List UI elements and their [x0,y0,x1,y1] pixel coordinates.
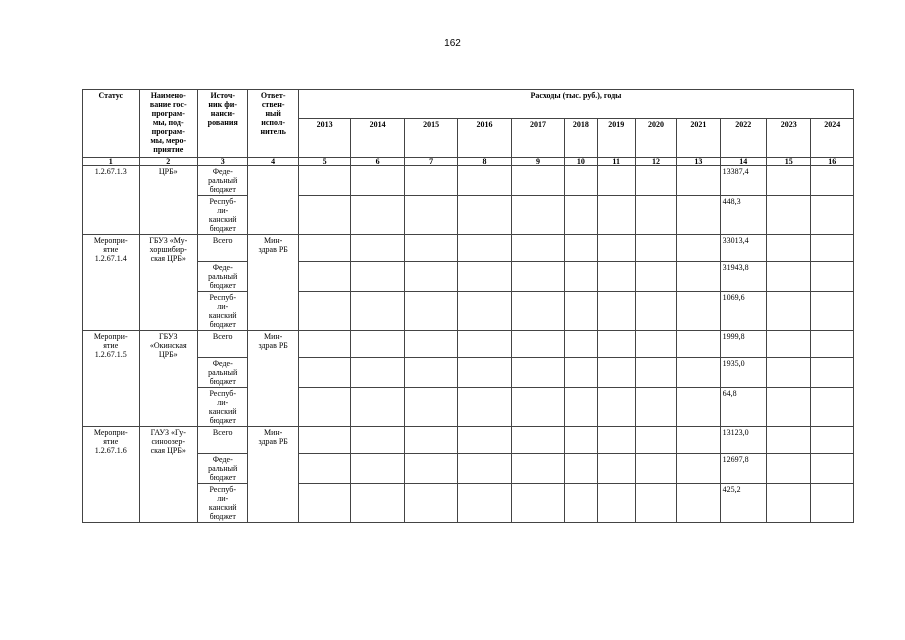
value-cell-2015 [404,235,457,262]
column-number: 11 [597,158,635,166]
table-row [83,358,854,388]
value-cell-2023 [767,484,811,523]
value-cell-2023 [767,358,811,388]
column-number: 8 [458,158,511,166]
executor-cell: Мин- здрав РБ [248,235,298,331]
source-cell: Феде- ральный бюджет [198,358,248,388]
value-cell-2019 [597,358,635,388]
value-cell-2022: 1069,6 [720,292,766,331]
value-cell-2016 [458,331,511,358]
year-header: 2023 [767,119,811,158]
column-number: 2 [139,158,198,166]
value-cell-2021 [677,454,720,484]
value-cell-2018 [565,454,597,484]
name-cell: ЦРБ» [139,166,198,235]
value-cell-2023 [767,292,811,331]
value-cell-2017 [511,292,564,331]
name-cell: ГБУЗ «Му- хоршибир- ская ЦРБ» [139,235,198,331]
table-body [83,166,854,523]
table-row [83,235,854,262]
table-row [83,196,854,235]
value-cell-2022: 425,2 [720,484,766,523]
value-cell-2024 [811,484,854,523]
value-cell-2015 [404,292,457,331]
value-cell-2022: 12697,8 [720,454,766,484]
value-cell-2017 [511,331,564,358]
table-row [83,166,854,196]
value-cell-2014 [351,235,404,262]
source-cell: Всего [198,427,248,454]
executor-cell: Мин- здрав РБ [248,427,298,523]
value-cell-2022: 13387,4 [720,166,766,196]
value-cell-2017 [511,427,564,454]
year-header: 2013 [298,119,350,158]
value-cell-2019 [597,235,635,262]
value-cell-2020 [635,292,676,331]
source-cell: Феде- ральный бюджет [198,166,248,196]
value-cell-2019 [597,484,635,523]
value-cell-2019 [597,166,635,196]
column-number: 5 [298,158,350,166]
value-cell-2021 [677,166,720,196]
value-cell-2019 [597,196,635,235]
column-number: 13 [677,158,720,166]
value-cell-2024 [811,292,854,331]
year-header: 2024 [811,119,854,158]
value-cell-2015 [404,427,457,454]
value-cell-2023 [767,196,811,235]
table-header [83,90,854,166]
year-header: 2022 [720,119,766,158]
header-executor: Ответ- ствен- ный испол- нитель [248,90,298,158]
value-cell-2024 [811,358,854,388]
value-cell-2021 [677,484,720,523]
value-cell-2021 [677,235,720,262]
page-number: 162 [444,38,461,49]
value-cell-2020 [635,388,676,427]
header-source: Источ- ник фи- нанси- рования [198,90,248,158]
year-header: 2014 [351,119,404,158]
value-cell-2020 [635,358,676,388]
value-cell-2023 [767,262,811,292]
value-cell-2013 [298,292,350,331]
value-cell-2023 [767,454,811,484]
value-cell-2013 [298,358,350,388]
value-cell-2018 [565,484,597,523]
table-row [83,262,854,292]
value-cell-2024 [811,331,854,358]
value-cell-2018 [565,292,597,331]
value-cell-2023 [767,331,811,358]
table-row [83,427,854,454]
value-cell-2016 [458,262,511,292]
value-cell-2018 [565,388,597,427]
value-cell-2021 [677,331,720,358]
year-header: 2016 [458,119,511,158]
value-cell-2021 [677,262,720,292]
value-cell-2024 [811,454,854,484]
value-cell-2015 [404,196,457,235]
column-numbers-row [83,158,854,166]
table-row [83,331,854,358]
status-cell: Меропри- ятие 1.2.67.1.6 [83,427,140,523]
value-cell-2016 [458,454,511,484]
value-cell-2015 [404,388,457,427]
source-cell: Феде- ральный бюджет [198,262,248,292]
value-cell-2023 [767,427,811,454]
value-cell-2013 [298,166,350,196]
value-cell-2021 [677,292,720,331]
value-cell-2021 [677,388,720,427]
value-cell-2020 [635,454,676,484]
value-cell-2022: 64,8 [720,388,766,427]
value-cell-2016 [458,235,511,262]
value-cell-2019 [597,292,635,331]
column-number: 15 [767,158,811,166]
value-cell-2013 [298,454,350,484]
value-cell-2024 [811,427,854,454]
value-cell-2015 [404,262,457,292]
value-cell-2022: 1935,0 [720,358,766,388]
table-row [83,454,854,484]
value-cell-2014 [351,292,404,331]
value-cell-2021 [677,427,720,454]
value-cell-2014 [351,454,404,484]
column-number: 9 [511,158,564,166]
budget-table [82,89,854,523]
value-cell-2023 [767,388,811,427]
executor-cell: Мин- здрав РБ [248,331,298,427]
value-cell-2016 [458,484,511,523]
value-cell-2014 [351,358,404,388]
value-cell-2015 [404,484,457,523]
value-cell-2023 [767,166,811,196]
status-cell: 1.2.67.1.3 [83,166,140,235]
value-cell-2018 [565,196,597,235]
source-cell: Респуб- ли- канский бюджет [198,484,248,523]
value-cell-2018 [565,358,597,388]
value-cell-2024 [811,262,854,292]
value-cell-2024 [811,388,854,427]
source-cell: Респуб- ли- канский бюджет [198,196,248,235]
header-status: Статус [83,90,140,158]
value-cell-2017 [511,196,564,235]
value-cell-2024 [811,196,854,235]
value-cell-2022: 448,3 [720,196,766,235]
value-cell-2015 [404,358,457,388]
year-header: 2018 [565,119,597,158]
value-cell-2013 [298,427,350,454]
value-cell-2013 [298,262,350,292]
value-cell-2015 [404,454,457,484]
value-cell-2024 [811,166,854,196]
value-cell-2015 [404,331,457,358]
column-number: 7 [404,158,457,166]
column-number: 10 [565,158,597,166]
value-cell-2013 [298,331,350,358]
value-cell-2016 [458,196,511,235]
column-number: 6 [351,158,404,166]
value-cell-2021 [677,196,720,235]
status-cell: Меропри- ятие 1.2.67.1.5 [83,331,140,427]
executor-cell [248,166,298,235]
source-cell: Респуб- ли- канский бюджет [198,388,248,427]
value-cell-2014 [351,388,404,427]
value-cell-2020 [635,427,676,454]
source-cell: Всего [198,235,248,262]
value-cell-2016 [458,427,511,454]
year-header: 2020 [635,119,676,158]
source-cell: Феде- ральный бюджет [198,454,248,484]
table-row [83,292,854,331]
column-number: 4 [248,158,298,166]
value-cell-2020 [635,484,676,523]
value-cell-2019 [597,331,635,358]
value-cell-2020 [635,262,676,292]
value-cell-2022: 33013,4 [720,235,766,262]
column-number: 16 [811,158,854,166]
status-cell: Меропри- ятие 1.2.67.1.4 [83,235,140,331]
value-cell-2013 [298,388,350,427]
value-cell-2021 [677,358,720,388]
value-cell-2018 [565,235,597,262]
value-cell-2014 [351,166,404,196]
year-header: 2017 [511,119,564,158]
value-cell-2024 [811,235,854,262]
year-header: 2019 [597,119,635,158]
value-cell-2018 [565,166,597,196]
value-cell-2017 [511,358,564,388]
value-cell-2020 [635,235,676,262]
value-cell-2013 [298,196,350,235]
value-cell-2016 [458,292,511,331]
value-cell-2013 [298,235,350,262]
value-cell-2014 [351,331,404,358]
value-cell-2017 [511,484,564,523]
source-cell: Всего [198,331,248,358]
value-cell-2019 [597,262,635,292]
value-cell-2020 [635,331,676,358]
header-expenses: Расходы (тыс. руб.), годы [298,90,853,119]
value-cell-2022: 1999,8 [720,331,766,358]
value-cell-2019 [597,454,635,484]
name-cell: ГБУЗ «Окинская ЦРБ» [139,331,198,427]
source-cell: Респуб- ли- канский бюджет [198,292,248,331]
column-number: 1 [83,158,140,166]
value-cell-2016 [458,166,511,196]
value-cell-2014 [351,196,404,235]
value-cell-2020 [635,196,676,235]
value-cell-2020 [635,166,676,196]
value-cell-2016 [458,388,511,427]
value-cell-2022: 13123,0 [720,427,766,454]
table-row [83,484,854,523]
value-cell-2022: 31943,8 [720,262,766,292]
year-header: 2015 [404,119,457,158]
year-header: 2021 [677,119,720,158]
value-cell-2017 [511,262,564,292]
value-cell-2018 [565,331,597,358]
value-cell-2018 [565,427,597,454]
header-name: Наимено- вание гос- програм- мы, под- програм- мы, меро- приятие [139,90,198,158]
value-cell-2018 [565,262,597,292]
column-number: 3 [198,158,248,166]
column-number: 12 [635,158,676,166]
value-cell-2014 [351,427,404,454]
value-cell-2017 [511,454,564,484]
value-cell-2023 [767,235,811,262]
value-cell-2014 [351,262,404,292]
value-cell-2017 [511,235,564,262]
value-cell-2019 [597,388,635,427]
table-row [83,388,854,427]
value-cell-2016 [458,358,511,388]
value-cell-2017 [511,166,564,196]
value-cell-2015 [404,166,457,196]
column-number: 14 [720,158,766,166]
value-cell-2014 [351,484,404,523]
value-cell-2013 [298,484,350,523]
value-cell-2017 [511,388,564,427]
value-cell-2019 [597,427,635,454]
name-cell: ГАУЗ «Гу- синоозер- ская ЦРБ» [139,427,198,523]
